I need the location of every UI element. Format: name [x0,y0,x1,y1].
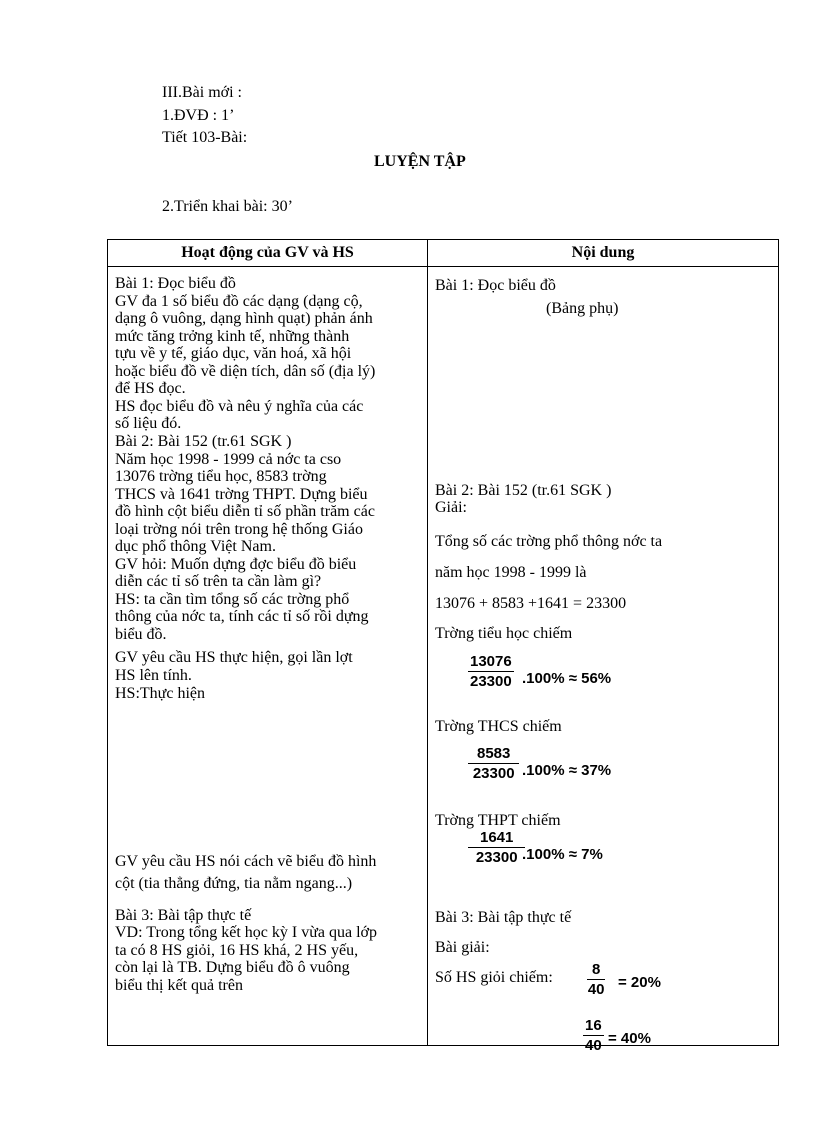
left-line: biểu thị kết quả trên [115,977,243,994]
fraction-denominator: 40 [585,1037,602,1054]
right-cell [428,267,778,1054]
fraction-result: = 40% [608,1030,651,1047]
left-line: HS đọc biểu đồ và nêu ý nghĩa của các [115,398,364,415]
fraction [468,745,519,782]
fraction-result: .100% ≈ 37% [522,762,612,779]
left-line: Bài 1: Đọc biểu đồ [115,275,236,292]
left-line: Năm học 1998 - 1999 cả nớc ta cso [115,451,342,468]
header-line-4: 2.Triển khai bài: 30’ [162,198,293,215]
left-line: Bài 2: Bài 152 (tr.61 SGK ) [115,433,292,450]
fraction-result: = 20% [618,974,661,991]
page-title: LUYỆN TẬP [374,153,466,170]
left-line: dạng ô vuông, dạng hình quạt) phản ánh [115,310,373,327]
fraction-numerator: 1641 [468,829,525,848]
bai2-line: Tổng số các trờng phổ thông nớc ta [435,533,663,550]
bai2-thpt: Trờng THPT chiếm [435,812,561,829]
left-line: ta có 8 HS giỏi, 16 HS khá, 2 HS yếu, [115,942,359,959]
bai2-giai: Giải: [435,499,467,516]
left-line: Bài 3: Bài tập thực tế [115,907,252,924]
bai1-title: Bài 1: Đọc biểu đồ [435,277,556,294]
left-line: HS:Thực hiện [115,685,205,702]
fraction [587,961,605,998]
left-line: HS lên tính. [115,667,192,684]
left-line: THCS và 1641 trờng THPT. Dựng biểu [115,486,368,503]
fraction [468,653,514,690]
left-line: tựu về y tế, giáo dục, văn hoá, xã hội [115,345,352,362]
bai2-thcs: Trờng THCS chiếm [435,718,562,735]
bai1-subtitle: (Bảng phụ) [546,300,619,317]
left-line: để HS đọc. [115,380,186,397]
bai2-line: năm học 1998 - 1999 là [435,564,587,581]
fraction-numerator: 8 [587,961,605,980]
left-line: GV yêu cầu HS thực hiện, gọi lần lợt [115,649,353,666]
left-line: diễn các tỉ số trên ta cần làm gì? [115,573,322,590]
left-line: loại trờng nói trên trong hệ thống Giáo [115,521,363,538]
left-cell [108,267,427,1045]
left-line: GV đa 1 số biểu đồ các dạng (dạng cộ, [115,293,363,310]
fraction-denominator: 23300 [472,765,515,782]
left-line: còn lại là TB. Dựng biểu đồ ô vuông [115,959,350,976]
header-line-2: 1.ĐVĐ : 1’ [162,107,235,124]
bai2-sum: 13076 + 8583 +1641 = 23300 [435,595,627,612]
left-line: biểu đồ. [115,626,167,643]
fraction-result: .100% ≈ 7% [522,846,603,863]
header-line-1: III.Bài mới : [162,84,242,101]
left-line: GV yêu cầu HS nói cách vẽ biểu đồ hình [115,853,377,870]
bai3-giai: Bài giải: [435,939,490,956]
bai3-line: Số HS giỏi chiếm: [435,969,553,986]
left-line: GV hỏi: Muốn dựng đợc biểu đồ biểu [115,556,357,573]
left-line: HS: ta cần tìm tổng số các trờng phổ [115,591,350,608]
header-line-3: Tiết 103-Bài: [162,129,248,146]
fraction [468,829,525,866]
fraction-denominator: 23300 [470,673,512,690]
fraction-denominator: 40 [587,981,605,998]
bai2-title: Bài 2: Bài 152 (tr.61 SGK ) [435,482,612,499]
left-line: dục phổ thông Việt Nam. [115,538,276,555]
fraction-result: .100% ≈ 56% [522,670,612,687]
bai2-tieuhoc: Trờng tiểu học chiếm [435,625,573,642]
fraction-denominator: 23300 [475,849,518,866]
fraction [583,1017,604,1054]
fraction-numerator: 8583 [468,745,519,764]
left-line: cột (tia thẳng đứng, tia nằm ngang...) [115,875,353,892]
left-line: mức tăng trởng kinh tế, những thành [115,328,350,345]
left-line: VD: Trong tổng kết học kỳ I vừa qua lớp [115,924,378,941]
lesson-table [107,239,779,1054]
column-header-left: Hoạt động của GV và HS [108,240,428,267]
left-line: đồ hình cột biểu diễn tỉ số phần trăm các [115,503,375,520]
fraction-numerator: 16 [585,1017,602,1034]
fraction-numerator: 13076 [470,653,512,670]
left-line: hoặc biểu đồ về diện tích, dân số (địa lý) [115,363,376,380]
left-line: 13076 trờng tiểu học, 8583 trờng [115,468,327,485]
left-line: số liệu đó. [115,415,182,432]
bai3-title: Bài 3: Bài tập thực tế [435,909,572,926]
left-line: thông của nớc ta, tính các tỉ số rồi dựng [115,608,369,625]
column-header-right: Nội dung [428,240,779,267]
